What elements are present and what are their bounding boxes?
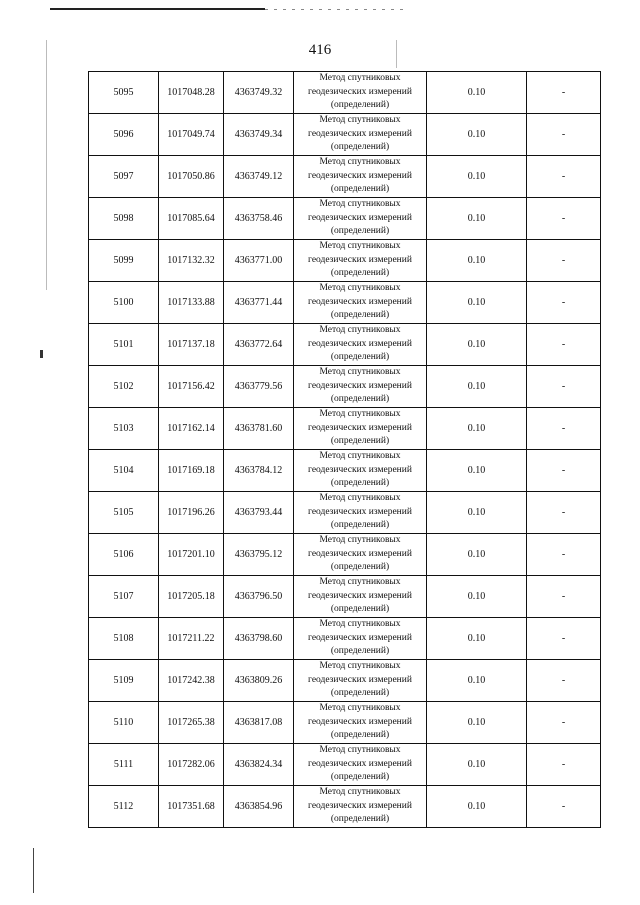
method-line: (определений) [330, 310, 390, 321]
x-coordinate-cell: 1017351.68 [159, 786, 224, 828]
method-line: Метод спутниковых [319, 451, 401, 462]
table-row [89, 408, 601, 450]
method-line: Метод спутниковых [319, 661, 401, 672]
x-coordinate-cell: 1017156.42 [159, 366, 224, 408]
method-line: геодезических измерений [308, 170, 412, 181]
method-line: геодезических измерений [308, 506, 412, 517]
accuracy-cell: 0.10 [427, 408, 527, 450]
method-line: (определений) [330, 268, 390, 279]
accuracy-cell: 0.10 [427, 492, 527, 534]
method-cell [294, 366, 427, 408]
method-cell [294, 660, 427, 702]
method-line: Метод спутниковых [319, 619, 401, 630]
description-cell: - [527, 366, 601, 408]
point-number-cell: 5105 [89, 492, 159, 534]
description-cell: - [527, 114, 601, 156]
description-cell: - [527, 534, 601, 576]
method-line: Метод спутниковых [319, 493, 401, 504]
table-row [89, 786, 601, 828]
x-coordinate-cell: 1017196.26 [159, 492, 224, 534]
x-coordinate-cell: 1017205.18 [159, 576, 224, 618]
y-coordinate-cell: 4363796.50 [224, 576, 294, 618]
accuracy-cell: 0.10 [427, 702, 527, 744]
description-cell: - [527, 324, 601, 366]
point-number-cell: 5103 [89, 408, 159, 450]
description-cell: - [527, 450, 601, 492]
method-cell [294, 198, 427, 240]
description-cell: - [527, 660, 601, 702]
table-row [89, 114, 601, 156]
y-coordinate-cell: 4363771.44 [224, 282, 294, 324]
y-coordinate-cell: 4363793.44 [224, 492, 294, 534]
description-cell: - [527, 576, 601, 618]
method-line: Метод спутниковых [319, 157, 401, 168]
method-line: Метод спутниковых [319, 577, 401, 588]
point-number-cell: 5104 [89, 450, 159, 492]
method-line: геодезических измерений [308, 296, 412, 307]
point-number-cell: 5101 [89, 324, 159, 366]
x-coordinate-cell: 1017048.28 [159, 72, 224, 114]
x-coordinate-cell: 1017169.18 [159, 450, 224, 492]
method-line: (определений) [330, 604, 390, 615]
accuracy-cell: 0.10 [427, 744, 527, 786]
table-row [89, 156, 601, 198]
method-line: Метод спутниковых [319, 787, 401, 798]
accuracy-cell: 0.10 [427, 450, 527, 492]
method-line: геодезических измерений [308, 212, 412, 223]
method-cell [294, 114, 427, 156]
table-row [89, 72, 601, 114]
method-line: (определений) [330, 226, 390, 237]
y-coordinate-cell: 4363779.56 [224, 366, 294, 408]
y-coordinate-cell: 4363798.60 [224, 618, 294, 660]
x-coordinate-cell: 1017242.38 [159, 660, 224, 702]
table-row [89, 198, 601, 240]
method-line: (определений) [330, 436, 390, 447]
y-coordinate-cell: 4363795.12 [224, 534, 294, 576]
method-line: (определений) [330, 730, 390, 741]
method-line: Метод спутниковых [319, 73, 401, 84]
description-cell: - [527, 198, 601, 240]
method-line: геодезических измерений [308, 590, 412, 601]
accuracy-cell: 0.10 [427, 366, 527, 408]
method-line: (определений) [330, 184, 390, 195]
point-number-cell: 5112 [89, 786, 159, 828]
accuracy-cell: 0.10 [427, 282, 527, 324]
y-coordinate-cell: 4363784.12 [224, 450, 294, 492]
y-coordinate-cell: 4363749.32 [224, 72, 294, 114]
scan-artifact-mark [40, 350, 43, 358]
accuracy-cell: 0.10 [427, 660, 527, 702]
description-cell: - [527, 786, 601, 828]
accuracy-cell: 0.10 [427, 534, 527, 576]
method-line: геодезических измерений [308, 758, 412, 769]
x-coordinate-cell: 1017265.38 [159, 702, 224, 744]
accuracy-cell: 0.10 [427, 72, 527, 114]
method-line: Метод спутниковых [319, 325, 401, 336]
method-line: (определений) [330, 352, 390, 363]
method-line: (определений) [330, 100, 390, 111]
scan-artifact-dots [265, 9, 405, 10]
method-line: (определений) [330, 520, 390, 531]
method-line: геодезических измерений [308, 422, 412, 433]
x-coordinate-cell: 1017049.74 [159, 114, 224, 156]
method-line: Метод спутниковых [319, 409, 401, 420]
method-line: (определений) [330, 688, 390, 699]
scan-artifact-margin [46, 40, 47, 290]
table-row [89, 282, 601, 324]
y-coordinate-cell: 4363854.96 [224, 786, 294, 828]
table-row [89, 450, 601, 492]
accuracy-cell: 0.10 [427, 156, 527, 198]
y-coordinate-cell: 4363817.08 [224, 702, 294, 744]
y-coordinate-cell: 4363824.34 [224, 744, 294, 786]
description-cell: - [527, 408, 601, 450]
description-cell: - [527, 618, 601, 660]
method-line: (определений) [330, 814, 390, 825]
method-line: (определений) [330, 394, 390, 405]
method-line: (определений) [330, 478, 390, 489]
point-number-cell: 5111 [89, 744, 159, 786]
table-row [89, 660, 601, 702]
method-line: (определений) [330, 142, 390, 153]
description-cell: - [527, 240, 601, 282]
method-cell [294, 408, 427, 450]
method-cell [294, 492, 427, 534]
method-line: Метод спутниковых [319, 535, 401, 546]
y-coordinate-cell: 4363771.00 [224, 240, 294, 282]
scan-artifact-line [50, 8, 265, 10]
description-cell: - [527, 744, 601, 786]
method-line: Метод спутниковых [319, 703, 401, 714]
point-number-cell: 5098 [89, 198, 159, 240]
accuracy-cell: 0.10 [427, 576, 527, 618]
point-number-cell: 5108 [89, 618, 159, 660]
y-coordinate-cell: 4363772.64 [224, 324, 294, 366]
y-coordinate-cell: 4363749.12 [224, 156, 294, 198]
x-coordinate-cell: 1017085.64 [159, 198, 224, 240]
method-line: Метод спутниковых [319, 199, 401, 210]
method-cell [294, 240, 427, 282]
method-line: геодезических измерений [308, 380, 412, 391]
method-line: геодезических измерений [308, 128, 412, 139]
accuracy-cell: 0.10 [427, 198, 527, 240]
method-line: Метод спутниковых [319, 241, 401, 252]
table-row [89, 240, 601, 282]
description-cell: - [527, 72, 601, 114]
method-line: геодезических измерений [308, 674, 412, 685]
method-cell [294, 786, 427, 828]
method-line: Метод спутниковых [319, 745, 401, 756]
method-line: Метод спутниковых [319, 115, 401, 126]
method-cell [294, 282, 427, 324]
method-cell [294, 324, 427, 366]
y-coordinate-cell: 4363809.26 [224, 660, 294, 702]
description-cell: - [527, 492, 601, 534]
point-number-cell: 5102 [89, 366, 159, 408]
table-row [89, 702, 601, 744]
table-row [89, 324, 601, 366]
method-cell [294, 72, 427, 114]
x-coordinate-cell: 1017132.32 [159, 240, 224, 282]
point-number-cell: 5100 [89, 282, 159, 324]
table-row [89, 576, 601, 618]
x-coordinate-cell: 1017211.22 [159, 618, 224, 660]
method-cell [294, 744, 427, 786]
method-line: геодезических измерений [308, 338, 412, 349]
method-line: геодезических измерений [308, 464, 412, 475]
y-coordinate-cell: 4363781.60 [224, 408, 294, 450]
table-row [89, 366, 601, 408]
method-line: геодезических измерений [308, 254, 412, 265]
method-cell [294, 450, 427, 492]
point-number-cell: 5096 [89, 114, 159, 156]
table-row [89, 534, 601, 576]
description-cell: - [527, 702, 601, 744]
point-number-cell: 5106 [89, 534, 159, 576]
method-cell [294, 702, 427, 744]
x-coordinate-cell: 1017137.18 [159, 324, 224, 366]
accuracy-cell: 0.10 [427, 618, 527, 660]
y-coordinate-cell: 4363758.46 [224, 198, 294, 240]
method-cell [294, 618, 427, 660]
x-coordinate-cell: 1017133.88 [159, 282, 224, 324]
point-number-cell: 5095 [89, 72, 159, 114]
table-row [89, 744, 601, 786]
table-row [89, 492, 601, 534]
y-coordinate-cell: 4363749.34 [224, 114, 294, 156]
method-line: (определений) [330, 562, 390, 573]
method-line: геодезических измерений [308, 86, 412, 97]
method-line: Метод спутниковых [319, 367, 401, 378]
x-coordinate-cell: 1017201.10 [159, 534, 224, 576]
method-line: геодезических измерений [308, 632, 412, 643]
description-cell: - [527, 156, 601, 198]
method-cell [294, 576, 427, 618]
x-coordinate-cell: 1017162.14 [159, 408, 224, 450]
page-number: 416 [308, 42, 332, 58]
x-coordinate-cell: 1017050.86 [159, 156, 224, 198]
accuracy-cell: 0.10 [427, 786, 527, 828]
point-number-cell: 5107 [89, 576, 159, 618]
scan-artifact-margin [33, 848, 34, 893]
method-line: Метод спутниковых [319, 283, 401, 294]
method-line: геодезических измерений [308, 716, 412, 727]
x-coordinate-cell: 1017282.06 [159, 744, 224, 786]
method-line: геодезических измерений [308, 800, 412, 811]
accuracy-cell: 0.10 [427, 240, 527, 282]
method-line: (определений) [330, 646, 390, 657]
method-line: геодезических измерений [308, 548, 412, 559]
method-cell [294, 534, 427, 576]
table-row [89, 618, 601, 660]
point-number-cell: 5097 [89, 156, 159, 198]
method-line: (определений) [330, 772, 390, 783]
coordinates-table [88, 71, 601, 828]
point-number-cell: 5110 [89, 702, 159, 744]
accuracy-cell: 0.10 [427, 324, 527, 366]
coordinates-table-body [89, 72, 601, 828]
method-cell [294, 156, 427, 198]
accuracy-cell: 0.10 [427, 114, 527, 156]
point-number-cell: 5099 [89, 240, 159, 282]
point-number-cell: 5109 [89, 660, 159, 702]
description-cell: - [527, 282, 601, 324]
